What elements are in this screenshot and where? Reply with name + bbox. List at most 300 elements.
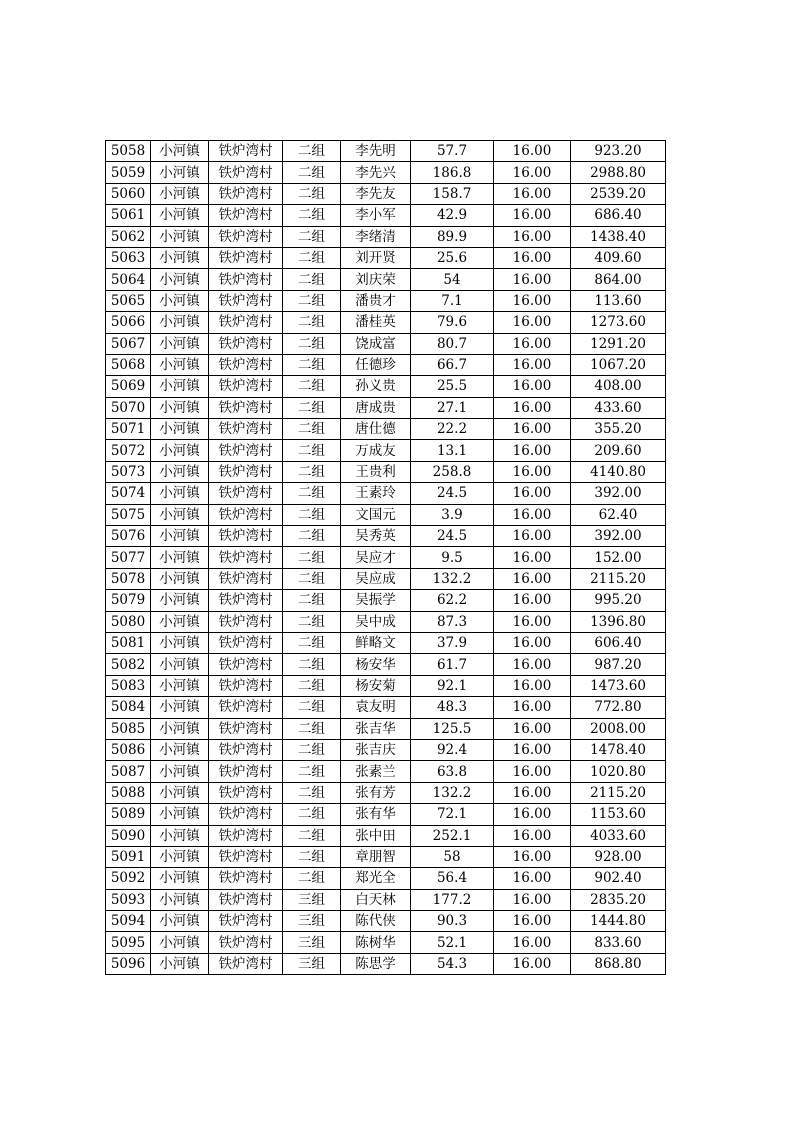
cell-id: 5060	[106, 183, 151, 204]
cell-area: 90.3	[411, 911, 494, 932]
cell-amount: 1444.80	[571, 911, 666, 932]
cell-group: 二组	[283, 718, 341, 739]
cell-group: 二组	[283, 739, 341, 760]
cell-village: 铁炉湾村	[209, 312, 283, 333]
cell-rate: 16.00	[494, 333, 571, 354]
cell-amount: 868.80	[571, 953, 666, 974]
cell-name: 张吉华	[341, 718, 411, 739]
cell-id: 5075	[106, 504, 151, 525]
cell-rate: 16.00	[494, 290, 571, 311]
cell-village: 铁炉湾村	[209, 846, 283, 867]
cell-area: 27.1	[411, 397, 494, 418]
cell-area: 24.5	[411, 483, 494, 504]
cell-name: 陈代侠	[341, 911, 411, 932]
cell-rate: 16.00	[494, 183, 571, 204]
cell-name: 张吉庆	[341, 739, 411, 760]
cell-town: 小河镇	[151, 354, 209, 375]
cell-group: 二组	[283, 461, 341, 482]
cell-town: 小河镇	[151, 205, 209, 226]
cell-amount: 2988.80	[571, 162, 666, 183]
cell-town: 小河镇	[151, 654, 209, 675]
cell-name: 白天林	[341, 889, 411, 910]
cell-name: 唐仕德	[341, 419, 411, 440]
cell-group: 二组	[283, 376, 341, 397]
cell-group: 二组	[283, 568, 341, 589]
cell-town: 小河镇	[151, 483, 209, 504]
cell-rate: 16.00	[494, 312, 571, 333]
cell-area: 57.7	[411, 141, 494, 162]
cell-area: 252.1	[411, 825, 494, 846]
cell-group: 二组	[283, 183, 341, 204]
cell-group: 二组	[283, 632, 341, 653]
cell-amount: 408.00	[571, 376, 666, 397]
cell-name: 刘开贤	[341, 247, 411, 268]
cell-area: 61.7	[411, 654, 494, 675]
cell-area: 66.7	[411, 354, 494, 375]
cell-area: 3.9	[411, 504, 494, 525]
cell-amount: 4140.80	[571, 461, 666, 482]
cell-town: 小河镇	[151, 739, 209, 760]
cell-group: 二组	[283, 354, 341, 375]
cell-id: 5070	[106, 397, 151, 418]
cell-group: 三组	[283, 932, 341, 953]
data-table	[105, 140, 666, 975]
cell-town: 小河镇	[151, 932, 209, 953]
cell-town: 小河镇	[151, 846, 209, 867]
cell-name: 张素兰	[341, 761, 411, 782]
cell-rate: 16.00	[494, 162, 571, 183]
table-row	[106, 354, 666, 375]
cell-group: 二组	[283, 846, 341, 867]
cell-id: 5080	[106, 611, 151, 632]
cell-rate: 16.00	[494, 269, 571, 290]
cell-area: 52.1	[411, 932, 494, 953]
table-row	[106, 376, 666, 397]
cell-id: 5062	[106, 226, 151, 247]
cell-amount: 2539.20	[571, 183, 666, 204]
cell-town: 小河镇	[151, 825, 209, 846]
cell-name: 陈思学	[341, 953, 411, 974]
cell-village: 铁炉湾村	[209, 889, 283, 910]
cell-name: 刘庆荣	[341, 269, 411, 290]
cell-amount: 864.00	[571, 269, 666, 290]
cell-town: 小河镇	[151, 376, 209, 397]
cell-group: 二组	[283, 868, 341, 889]
cell-name: 杨安华	[341, 654, 411, 675]
cell-id: 5067	[106, 333, 151, 354]
cell-rate: 16.00	[494, 868, 571, 889]
cell-town: 小河镇	[151, 568, 209, 589]
cell-rate: 16.00	[494, 419, 571, 440]
cell-area: 72.1	[411, 804, 494, 825]
cell-group: 二组	[283, 290, 341, 311]
cell-id: 5086	[106, 739, 151, 760]
table-row	[106, 162, 666, 183]
cell-group: 二组	[283, 440, 341, 461]
cell-village: 铁炉湾村	[209, 440, 283, 461]
cell-village: 铁炉湾村	[209, 739, 283, 760]
table-row	[106, 675, 666, 696]
cell-name: 鲜略文	[341, 632, 411, 653]
cell-name: 李先友	[341, 183, 411, 204]
cell-rate: 16.00	[494, 611, 571, 632]
cell-village: 铁炉湾村	[209, 526, 283, 547]
cell-id: 5068	[106, 354, 151, 375]
cell-group: 二组	[283, 782, 341, 803]
cell-village: 铁炉湾村	[209, 804, 283, 825]
cell-group: 二组	[283, 312, 341, 333]
cell-name: 吴应成	[341, 568, 411, 589]
cell-group: 二组	[283, 526, 341, 547]
cell-village: 铁炉湾村	[209, 504, 283, 525]
table-row	[106, 911, 666, 932]
cell-group: 二组	[283, 141, 341, 162]
cell-amount: 2008.00	[571, 718, 666, 739]
cell-group: 二组	[283, 590, 341, 611]
cell-id: 5079	[106, 590, 151, 611]
cell-rate: 16.00	[494, 911, 571, 932]
cell-village: 铁炉湾村	[209, 269, 283, 290]
cell-town: 小河镇	[151, 611, 209, 632]
table-row	[106, 868, 666, 889]
cell-id: 5087	[106, 761, 151, 782]
cell-id: 5059	[106, 162, 151, 183]
cell-amount: 152.00	[571, 547, 666, 568]
cell-area: 56.4	[411, 868, 494, 889]
table-row	[106, 333, 666, 354]
cell-group: 二组	[283, 654, 341, 675]
cell-town: 小河镇	[151, 461, 209, 482]
cell-village: 铁炉湾村	[209, 461, 283, 482]
cell-id: 5071	[106, 419, 151, 440]
cell-id: 5096	[106, 953, 151, 974]
cell-village: 铁炉湾村	[209, 419, 283, 440]
cell-rate: 16.00	[494, 440, 571, 461]
cell-town: 小河镇	[151, 632, 209, 653]
cell-amount: 62.40	[571, 504, 666, 525]
cell-town: 小河镇	[151, 761, 209, 782]
cell-group: 二组	[283, 804, 341, 825]
cell-rate: 16.00	[494, 247, 571, 268]
cell-area: 37.9	[411, 632, 494, 653]
cell-village: 铁炉湾村	[209, 333, 283, 354]
cell-id: 5094	[106, 911, 151, 932]
cell-amount: 2115.20	[571, 568, 666, 589]
cell-id: 5073	[106, 461, 151, 482]
table-row	[106, 526, 666, 547]
cell-town: 小河镇	[151, 697, 209, 718]
cell-name: 张中田	[341, 825, 411, 846]
cell-area: 79.6	[411, 312, 494, 333]
cell-id: 5069	[106, 376, 151, 397]
cell-id: 5078	[106, 568, 151, 589]
table-row	[106, 739, 666, 760]
cell-area: 24.5	[411, 526, 494, 547]
cell-town: 小河镇	[151, 397, 209, 418]
cell-town: 小河镇	[151, 804, 209, 825]
table-row	[106, 312, 666, 333]
cell-rate: 16.00	[494, 226, 571, 247]
cell-area: 25.6	[411, 247, 494, 268]
table-row	[106, 889, 666, 910]
cell-town: 小河镇	[151, 782, 209, 803]
cell-group: 二组	[283, 483, 341, 504]
table-row	[106, 782, 666, 803]
cell-group: 二组	[283, 761, 341, 782]
cell-amount: 209.60	[571, 440, 666, 461]
cell-amount: 2835.20	[571, 889, 666, 910]
cell-name: 李先兴	[341, 162, 411, 183]
cell-id: 5066	[106, 312, 151, 333]
cell-area: 62.2	[411, 590, 494, 611]
cell-rate: 16.00	[494, 697, 571, 718]
cell-amount: 1153.60	[571, 804, 666, 825]
cell-amount: 2115.20	[571, 782, 666, 803]
cell-rate: 16.00	[494, 718, 571, 739]
cell-amount: 606.40	[571, 632, 666, 653]
cell-name: 李绪清	[341, 226, 411, 247]
cell-rate: 16.00	[494, 804, 571, 825]
cell-id: 5084	[106, 697, 151, 718]
cell-town: 小河镇	[151, 675, 209, 696]
cell-village: 铁炉湾村	[209, 782, 283, 803]
cell-amount: 1273.60	[571, 312, 666, 333]
cell-amount: 1473.60	[571, 675, 666, 696]
cell-town: 小河镇	[151, 247, 209, 268]
cell-name: 郑光全	[341, 868, 411, 889]
cell-area: 158.7	[411, 183, 494, 204]
cell-village: 铁炉湾村	[209, 697, 283, 718]
cell-town: 小河镇	[151, 889, 209, 910]
cell-group: 二组	[283, 504, 341, 525]
table-row	[106, 141, 666, 162]
table-row	[106, 483, 666, 504]
table-row	[106, 269, 666, 290]
cell-amount: 113.60	[571, 290, 666, 311]
cell-name: 王贵利	[341, 461, 411, 482]
cell-village: 铁炉湾村	[209, 354, 283, 375]
cell-rate: 16.00	[494, 846, 571, 867]
cell-amount: 902.40	[571, 868, 666, 889]
cell-amount: 1291.20	[571, 333, 666, 354]
cell-group: 三组	[283, 911, 341, 932]
cell-id: 5082	[106, 654, 151, 675]
cell-group: 二组	[283, 162, 341, 183]
table-row	[106, 718, 666, 739]
cell-rate: 16.00	[494, 568, 571, 589]
cell-id: 5072	[106, 440, 151, 461]
cell-name: 潘贵才	[341, 290, 411, 311]
cell-rate: 16.00	[494, 654, 571, 675]
cell-rate: 16.00	[494, 675, 571, 696]
table-row	[106, 226, 666, 247]
cell-group: 三组	[283, 889, 341, 910]
cell-group: 二组	[283, 419, 341, 440]
cell-group: 二组	[283, 675, 341, 696]
cell-rate: 16.00	[494, 461, 571, 482]
cell-id: 5074	[106, 483, 151, 504]
cell-group: 二组	[283, 611, 341, 632]
table-row	[106, 183, 666, 204]
cell-group: 二组	[283, 247, 341, 268]
cell-area: 9.5	[411, 547, 494, 568]
cell-area: 87.3	[411, 611, 494, 632]
cell-area: 22.2	[411, 419, 494, 440]
cell-village: 铁炉湾村	[209, 654, 283, 675]
cell-rate: 16.00	[494, 739, 571, 760]
cell-town: 小河镇	[151, 526, 209, 547]
cell-name: 吴中成	[341, 611, 411, 632]
cell-village: 铁炉湾村	[209, 226, 283, 247]
cell-name: 袁友明	[341, 697, 411, 718]
cell-area: 132.2	[411, 782, 494, 803]
cell-name: 吴应才	[341, 547, 411, 568]
cell-name: 陈树华	[341, 932, 411, 953]
cell-name: 吴秀英	[341, 526, 411, 547]
cell-name: 饶成富	[341, 333, 411, 354]
table-row	[106, 590, 666, 611]
cell-town: 小河镇	[151, 183, 209, 204]
cell-id: 5083	[106, 675, 151, 696]
table-row	[106, 804, 666, 825]
cell-area: 80.7	[411, 333, 494, 354]
cell-amount: 409.60	[571, 247, 666, 268]
cell-rate: 16.00	[494, 526, 571, 547]
cell-village: 铁炉湾村	[209, 953, 283, 974]
cell-name: 吴振学	[341, 590, 411, 611]
cell-id: 5076	[106, 526, 151, 547]
cell-rate: 16.00	[494, 761, 571, 782]
table-row	[106, 290, 666, 311]
cell-id: 5085	[106, 718, 151, 739]
cell-amount: 392.00	[571, 526, 666, 547]
cell-amount: 1438.40	[571, 226, 666, 247]
table-row	[106, 568, 666, 589]
table-row	[106, 654, 666, 675]
cell-town: 小河镇	[151, 590, 209, 611]
cell-area: 186.8	[411, 162, 494, 183]
cell-village: 铁炉湾村	[209, 632, 283, 653]
cell-rate: 16.00	[494, 953, 571, 974]
table-row	[106, 825, 666, 846]
cell-amount: 433.60	[571, 397, 666, 418]
cell-amount: 833.60	[571, 932, 666, 953]
cell-name: 万成友	[341, 440, 411, 461]
cell-rate: 16.00	[494, 825, 571, 846]
cell-amount: 1478.40	[571, 739, 666, 760]
cell-town: 小河镇	[151, 504, 209, 525]
table-row	[106, 846, 666, 867]
cell-village: 铁炉湾村	[209, 590, 283, 611]
cell-group: 二组	[283, 825, 341, 846]
cell-id: 5065	[106, 290, 151, 311]
cell-id: 5077	[106, 547, 151, 568]
cell-id: 5064	[106, 269, 151, 290]
cell-area: 42.9	[411, 205, 494, 226]
table-row	[106, 547, 666, 568]
cell-town: 小河镇	[151, 226, 209, 247]
cell-area: 13.1	[411, 440, 494, 461]
table-row	[106, 632, 666, 653]
cell-village: 铁炉湾村	[209, 162, 283, 183]
cell-village: 铁炉湾村	[209, 483, 283, 504]
cell-area: 54.3	[411, 953, 494, 974]
cell-area: 258.8	[411, 461, 494, 482]
cell-amount: 355.20	[571, 419, 666, 440]
cell-area: 58	[411, 846, 494, 867]
cell-village: 铁炉湾村	[209, 183, 283, 204]
table-row	[106, 461, 666, 482]
cell-rate: 16.00	[494, 504, 571, 525]
cell-area: 125.5	[411, 718, 494, 739]
cell-rate: 16.00	[494, 632, 571, 653]
cell-village: 铁炉湾村	[209, 761, 283, 782]
table-row	[106, 205, 666, 226]
cell-village: 铁炉湾村	[209, 611, 283, 632]
cell-rate: 16.00	[494, 932, 571, 953]
cell-name: 张有华	[341, 804, 411, 825]
cell-village: 铁炉湾村	[209, 675, 283, 696]
cell-id: 5063	[106, 247, 151, 268]
cell-group: 二组	[283, 547, 341, 568]
cell-name: 张有芳	[341, 782, 411, 803]
cell-village: 铁炉湾村	[209, 868, 283, 889]
cell-town: 小河镇	[151, 440, 209, 461]
cell-area: 89.9	[411, 226, 494, 247]
cell-village: 铁炉湾村	[209, 141, 283, 162]
cell-rate: 16.00	[494, 205, 571, 226]
cell-name: 文国元	[341, 504, 411, 525]
cell-id: 5091	[106, 846, 151, 867]
cell-village: 铁炉湾村	[209, 568, 283, 589]
table-row	[106, 504, 666, 525]
cell-area: 132.2	[411, 568, 494, 589]
cell-town: 小河镇	[151, 312, 209, 333]
cell-town: 小河镇	[151, 911, 209, 932]
cell-village: 铁炉湾村	[209, 247, 283, 268]
cell-village: 铁炉湾村	[209, 290, 283, 311]
cell-town: 小河镇	[151, 162, 209, 183]
cell-id: 5090	[106, 825, 151, 846]
cell-group: 二组	[283, 226, 341, 247]
cell-name: 李先明	[341, 141, 411, 162]
cell-id: 5093	[106, 889, 151, 910]
cell-rate: 16.00	[494, 547, 571, 568]
cell-town: 小河镇	[151, 419, 209, 440]
cell-name: 潘桂英	[341, 312, 411, 333]
cell-village: 铁炉湾村	[209, 376, 283, 397]
cell-group: 二组	[283, 269, 341, 290]
cell-area: 63.8	[411, 761, 494, 782]
cell-name: 唐成贵	[341, 397, 411, 418]
cell-name: 章朋智	[341, 846, 411, 867]
cell-amount: 1396.80	[571, 611, 666, 632]
cell-village: 铁炉湾村	[209, 397, 283, 418]
cell-village: 铁炉湾村	[209, 911, 283, 932]
cell-id: 5061	[106, 205, 151, 226]
cell-town: 小河镇	[151, 290, 209, 311]
cell-town: 小河镇	[151, 333, 209, 354]
table-row	[106, 761, 666, 782]
cell-group: 二组	[283, 333, 341, 354]
cell-amount: 928.00	[571, 846, 666, 867]
cell-amount: 995.20	[571, 590, 666, 611]
cell-name: 任德珍	[341, 354, 411, 375]
cell-amount: 923.20	[571, 141, 666, 162]
cell-town: 小河镇	[151, 269, 209, 290]
cell-amount: 1020.80	[571, 761, 666, 782]
cell-rate: 16.00	[494, 141, 571, 162]
